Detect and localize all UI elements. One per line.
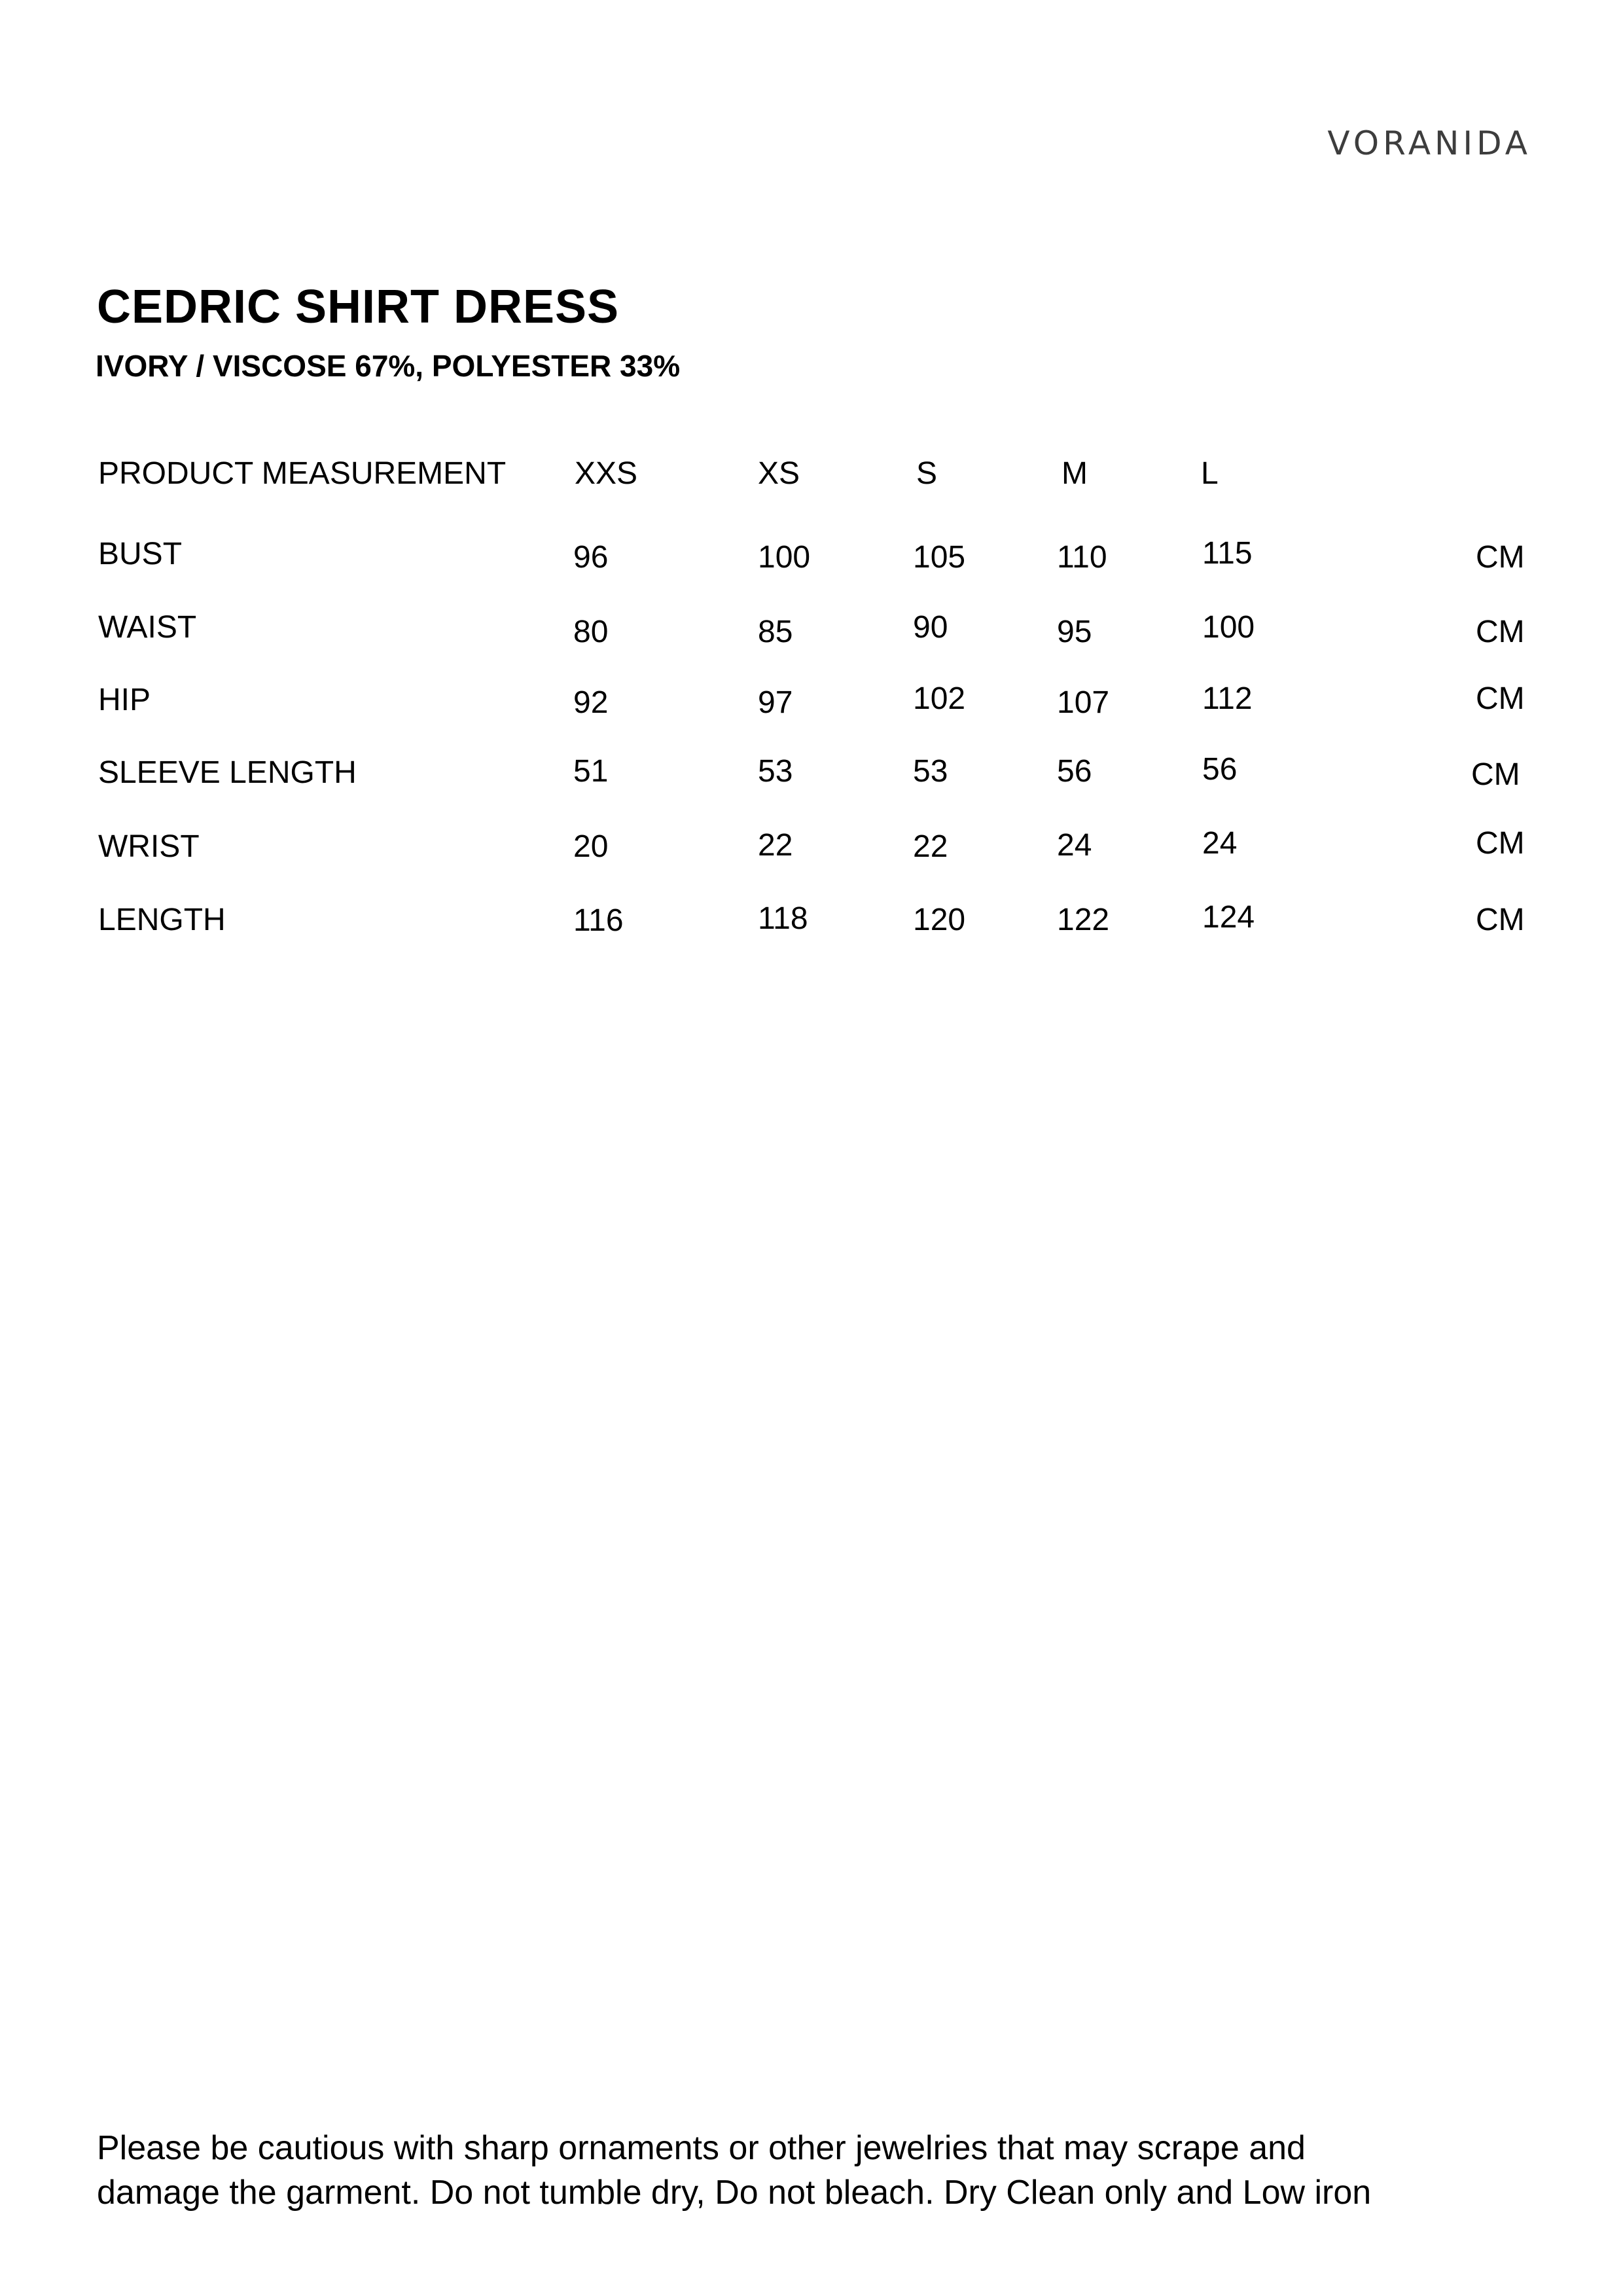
care-instructions (97, 2126, 1550, 2215)
row-value: 90 (913, 610, 948, 645)
row-value: 100 (758, 540, 811, 575)
row-value: 102 (913, 681, 966, 716)
row-unit: CM (1476, 826, 1525, 861)
row-value: 51 (573, 754, 609, 789)
row-value: 112 (1202, 681, 1253, 716)
row-value: 56 (1057, 754, 1092, 789)
product-title: CEDRIC SHIRT DRESS (97, 281, 620, 333)
row-label: HIP (98, 683, 151, 717)
row-value: 85 (758, 615, 793, 649)
row-value: 22 (758, 828, 793, 863)
row-label: WRIST (98, 829, 200, 864)
row-value: 97 (758, 685, 793, 720)
header-size-m: M (1061, 456, 1088, 491)
row-value: 92 (573, 685, 609, 720)
header-size-xs: XS (758, 456, 800, 491)
row-unit: CM (1476, 681, 1525, 716)
row-value: 56 (1202, 752, 1238, 787)
row-unit: CM (1471, 757, 1520, 792)
row-value: 107 (1057, 685, 1110, 720)
row-label: LENGTH (98, 903, 226, 937)
row-value: 24 (1057, 828, 1092, 863)
row-value: 110 (1057, 540, 1107, 575)
row-value: 95 (1057, 615, 1092, 649)
header-size-s: S (916, 456, 938, 491)
row-unit: CM (1476, 903, 1525, 937)
row-label: SLEEVE LENGTH (98, 755, 357, 790)
row-value: 96 (573, 540, 609, 575)
care-note-line-1: Please be cautious with sharp ornaments or other jewelries that may scrape and (97, 2129, 1306, 2167)
row-value: 116 (573, 903, 624, 938)
row-value: 100 (1202, 610, 1255, 645)
row-value: 105 (913, 540, 966, 575)
row-value: 24 (1202, 826, 1238, 861)
row-value: 122 (1057, 903, 1110, 937)
header-size-xxs: XXS (575, 456, 638, 491)
row-value: 80 (573, 615, 609, 649)
row-value: 53 (913, 754, 948, 789)
row-value: 20 (573, 829, 609, 864)
row-value: 115 (1202, 536, 1253, 571)
row-unit: CM (1476, 540, 1525, 575)
row-unit: CM (1476, 615, 1525, 649)
row-value: 120 (913, 903, 966, 937)
header-size-l: L (1201, 456, 1219, 491)
row-value: 124 (1202, 900, 1255, 935)
brand-logo-text: VORANIDA (1327, 124, 1531, 162)
header-product-measurement: PRODUCT MEASUREMENT (98, 456, 507, 491)
product-subtitle: IVORY / VISCOSE 67%, POLYESTER 33% (96, 349, 681, 383)
row-value: 53 (758, 754, 793, 789)
row-label: BUST (98, 537, 183, 571)
row-value: 118 (758, 901, 808, 936)
care-note-line-2: damage the garment. Do not tumble dry, Do not bleach. Dry Clean only and Low iron (97, 2174, 1372, 2212)
row-label: WAIST (98, 610, 197, 645)
row-value: 22 (913, 829, 948, 864)
